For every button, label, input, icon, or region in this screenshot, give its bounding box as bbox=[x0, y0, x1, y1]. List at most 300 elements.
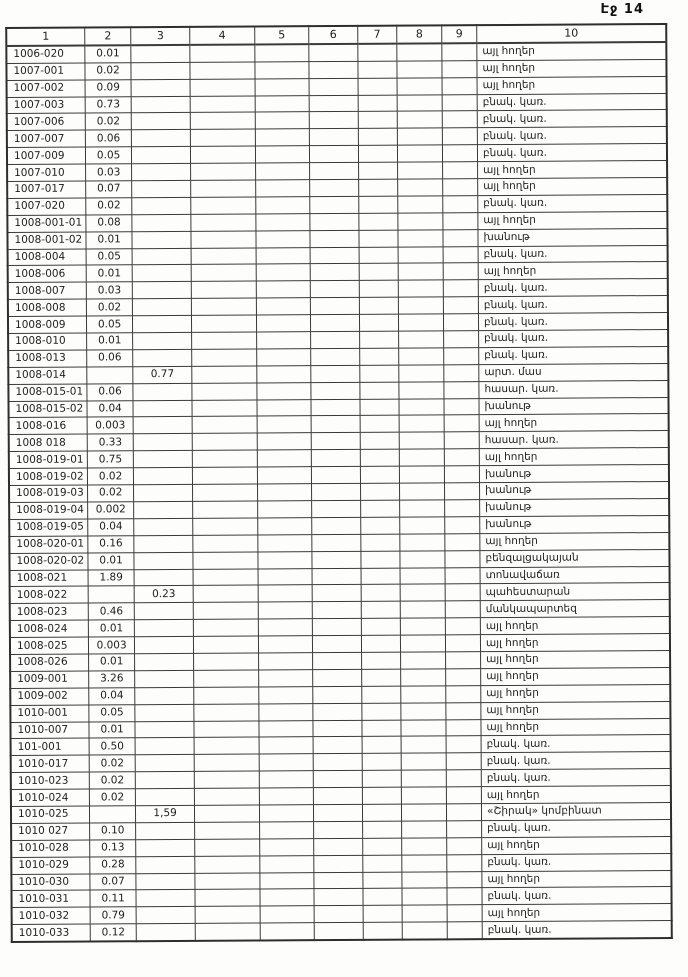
cell-parcel-code: 1009-002 bbox=[10, 688, 89, 705]
cell-empty-col6 bbox=[311, 348, 359, 365]
cell-empty-col8 bbox=[398, 263, 443, 280]
cell-empty-col7 bbox=[360, 500, 400, 517]
cell-parcel-code: 1007-007 bbox=[7, 130, 86, 147]
cell-land-use: այլ հողեր bbox=[479, 414, 669, 432]
cell-empty-col9 bbox=[446, 668, 481, 685]
cell-parcel-code: 1010-001 bbox=[10, 705, 89, 722]
cell-empty-col6 bbox=[311, 281, 359, 298]
cell-empty-col7 bbox=[361, 703, 401, 720]
cell-area-col2: 0.03 bbox=[86, 282, 132, 299]
cell-empty-col6 bbox=[310, 247, 358, 264]
cell-empty-col5 bbox=[255, 129, 310, 146]
cell-land-use: այլ հողեր bbox=[481, 718, 671, 736]
cell-land-use: բնակ. կառ. bbox=[477, 110, 667, 128]
cell-land-use: խանութ bbox=[480, 498, 670, 516]
cell-empty-col7 bbox=[362, 821, 402, 838]
cell-empty-col8 bbox=[397, 94, 442, 111]
cell-empty-col9 bbox=[446, 702, 481, 719]
cell-empty-col8 bbox=[402, 804, 447, 821]
cell-parcel-code: 1010-033 bbox=[12, 924, 91, 942]
cell-empty-col7 bbox=[357, 44, 397, 62]
cell-empty-col5 bbox=[256, 349, 311, 366]
cell-parcel-code: 1007-010 bbox=[7, 164, 86, 181]
cell-area-col3 bbox=[132, 180, 191, 197]
cell-parcel-code: 1007-006 bbox=[7, 113, 86, 130]
cell-area-col2: 3.26 bbox=[89, 671, 135, 688]
cell-empty-col6 bbox=[310, 146, 358, 163]
cell-parcel-code: 1008-019-04 bbox=[9, 502, 88, 519]
cell-empty-col5 bbox=[257, 517, 312, 534]
cell-empty-col6 bbox=[310, 213, 358, 230]
cell-empty-col8 bbox=[399, 297, 444, 314]
cell-empty-col7 bbox=[358, 162, 398, 179]
cell-empty-col5 bbox=[255, 197, 310, 214]
cell-land-use: բնակ. կառ. bbox=[482, 887, 672, 905]
cell-empty-col4 bbox=[192, 349, 257, 366]
cell-empty-col5 bbox=[258, 585, 313, 602]
cell-area-col2: 0.10 bbox=[90, 823, 136, 840]
cell-empty-col7 bbox=[360, 449, 400, 466]
cell-empty-col5 bbox=[255, 213, 310, 230]
cell-empty-col5 bbox=[256, 315, 311, 332]
cell-empty-col7 bbox=[362, 737, 402, 754]
cell-parcel-code: 1007-009 bbox=[7, 147, 86, 164]
cell-area-col2: 0.11 bbox=[90, 890, 136, 907]
cell-area-col2: 0.50 bbox=[89, 738, 135, 755]
column-header: 8 bbox=[397, 25, 442, 43]
cell-empty-col6 bbox=[314, 872, 362, 889]
cell-land-use: արտ. մաս bbox=[479, 363, 669, 381]
cell-area-col3 bbox=[135, 772, 194, 789]
cell-empty-col9 bbox=[442, 77, 477, 94]
cell-empty-col4 bbox=[192, 332, 257, 349]
cell-empty-col4 bbox=[192, 433, 257, 450]
cell-parcel-code: 1006-020 bbox=[6, 45, 85, 63]
cell-parcel-code: 1008-026 bbox=[10, 654, 89, 671]
cell-land-use: խանութ bbox=[479, 465, 669, 483]
cell-area-col3 bbox=[133, 316, 192, 333]
cell-area-col2: 0.28 bbox=[90, 856, 136, 873]
cell-land-use: խանութ bbox=[480, 482, 670, 500]
cell-parcel-code: 1008-019-02 bbox=[9, 468, 88, 485]
cell-empty-col9 bbox=[443, 212, 478, 229]
cell-empty-col9 bbox=[446, 770, 481, 787]
cell-area-col2: 0.01 bbox=[86, 231, 132, 248]
cell-empty-col8 bbox=[398, 246, 443, 263]
cell-area-col2: 0.07 bbox=[86, 181, 132, 198]
cell-area-col3 bbox=[132, 231, 191, 248]
cell-area-col2: 0.02 bbox=[89, 755, 135, 772]
cell-empty-col7 bbox=[362, 804, 402, 821]
cell-empty-col6 bbox=[312, 568, 360, 585]
cell-empty-col6 bbox=[314, 787, 362, 804]
cell-empty-col8 bbox=[401, 736, 446, 753]
cell-empty-col8 bbox=[400, 584, 445, 601]
cell-empty-col8 bbox=[401, 652, 446, 669]
cell-land-use: այլ հողեր bbox=[478, 178, 668, 196]
cell-empty-col9 bbox=[446, 652, 481, 669]
cell-empty-col9 bbox=[445, 500, 480, 517]
cell-empty-col4 bbox=[194, 805, 259, 822]
cell-empty-col5 bbox=[259, 822, 314, 839]
cell-parcel-code: 1010-017 bbox=[11, 755, 90, 772]
cell-parcel-code: 1010-032 bbox=[12, 907, 91, 924]
cell-empty-col5 bbox=[259, 737, 314, 754]
cell-empty-col7 bbox=[359, 264, 399, 281]
cell-land-use: այլ հողեր bbox=[481, 650, 671, 668]
cell-land-use: այլ հողեր bbox=[481, 701, 671, 719]
cell-empty-col6 bbox=[314, 855, 362, 872]
cell-empty-col6 bbox=[310, 112, 358, 129]
cell-empty-col8 bbox=[397, 43, 442, 61]
cell-parcel-code: 101-001 bbox=[11, 738, 90, 755]
cell-area-col3 bbox=[134, 569, 193, 586]
cell-empty-col4 bbox=[191, 231, 256, 248]
cell-area-col3 bbox=[133, 417, 192, 434]
cell-empty-col5 bbox=[258, 636, 313, 653]
cell-area-col3 bbox=[134, 518, 193, 535]
cell-empty-col6 bbox=[312, 500, 360, 517]
cell-empty-col7 bbox=[358, 213, 398, 230]
cell-empty-col7 bbox=[361, 568, 401, 585]
cell-area-col3 bbox=[134, 535, 193, 552]
cell-area-col2: 0.06 bbox=[87, 350, 133, 367]
cell-empty-col9 bbox=[444, 415, 479, 432]
cell-empty-col4 bbox=[193, 619, 258, 636]
cell-land-use: այլ հողեր bbox=[482, 904, 672, 922]
cell-area-col3 bbox=[132, 197, 191, 214]
cell-empty-col8 bbox=[399, 432, 444, 449]
cell-empty-col5 bbox=[258, 686, 313, 703]
cell-area-col3 bbox=[133, 349, 192, 366]
cell-land-use: այլ հողեր bbox=[478, 262, 668, 280]
cell-area-col2: 0.33 bbox=[87, 434, 133, 451]
cell-area-col3 bbox=[135, 738, 194, 755]
column-header: 6 bbox=[309, 26, 357, 44]
cell-area-col3 bbox=[135, 653, 194, 670]
cell-empty-col5 bbox=[258, 653, 313, 670]
cell-empty-col4 bbox=[192, 400, 257, 417]
cell-empty-col8 bbox=[402, 888, 447, 905]
cell-empty-col8 bbox=[398, 230, 443, 247]
cell-empty-col7 bbox=[360, 483, 400, 500]
cell-empty-col6 bbox=[313, 602, 361, 619]
cell-empty-col9 bbox=[442, 145, 477, 162]
cell-parcel-code: 1008-001-01 bbox=[7, 215, 86, 232]
cell-area-col3 bbox=[135, 704, 194, 721]
cell-land-use: բնակ. կառ. bbox=[478, 194, 668, 212]
cell-area-col3 bbox=[132, 282, 191, 299]
cell-empty-col4 bbox=[195, 923, 260, 941]
cell-empty-col5 bbox=[260, 923, 315, 941]
cell-land-use: բնակ. կառ. bbox=[478, 296, 668, 314]
cell-area-col2: 0.01 bbox=[87, 333, 133, 350]
cell-empty-col7 bbox=[359, 230, 399, 247]
cell-parcel-code: 1008-024 bbox=[10, 620, 89, 637]
cell-parcel-code: 1008-023 bbox=[10, 603, 89, 620]
cell-empty-col5 bbox=[256, 298, 311, 315]
cell-empty-col9 bbox=[443, 280, 478, 297]
cell-area-col3 bbox=[133, 434, 192, 451]
cell-empty-col4 bbox=[191, 315, 256, 332]
cell-empty-col5 bbox=[255, 146, 310, 163]
cell-empty-col6 bbox=[309, 61, 357, 78]
cell-land-use: բնակ. կառ. bbox=[478, 313, 668, 331]
cell-parcel-code: 1008-020-02 bbox=[9, 553, 88, 570]
cell-area-col2: 0.003 bbox=[88, 637, 134, 654]
column-header: 2 bbox=[85, 27, 131, 45]
cell-area-col2: 0.79 bbox=[90, 907, 136, 924]
cell-empty-col5 bbox=[257, 467, 312, 484]
cell-empty-col8 bbox=[400, 534, 445, 551]
cell-area-col3 bbox=[136, 890, 195, 907]
cell-empty-col4 bbox=[190, 146, 255, 163]
cell-empty-col4 bbox=[193, 636, 258, 653]
cell-empty-col9 bbox=[442, 94, 477, 111]
cell-empty-col4 bbox=[194, 670, 259, 687]
cell-empty-col7 bbox=[358, 95, 398, 112]
cell-empty-col9 bbox=[442, 60, 477, 77]
cell-empty-col7 bbox=[362, 787, 402, 804]
cell-empty-col8 bbox=[398, 196, 443, 213]
cell-empty-col8 bbox=[398, 162, 443, 179]
cell-area-col2: 0.08 bbox=[86, 215, 132, 232]
cell-empty-col9 bbox=[444, 348, 479, 365]
cell-empty-col9 bbox=[447, 837, 482, 854]
cell-parcel-code: 1010-029 bbox=[11, 857, 90, 874]
cell-empty-col9 bbox=[443, 246, 478, 263]
cell-empty-col6 bbox=[311, 382, 359, 399]
cell-empty-col4 bbox=[191, 298, 256, 315]
cell-empty-col8 bbox=[401, 669, 446, 686]
cell-empty-col9 bbox=[443, 196, 478, 213]
cell-empty-col5 bbox=[258, 670, 313, 687]
cell-parcel-code: 1008-007 bbox=[8, 282, 87, 299]
cell-land-use: բնակ. կառ. bbox=[481, 752, 671, 770]
cell-area-col2: 0.13 bbox=[90, 839, 136, 856]
cell-empty-col5 bbox=[258, 602, 313, 619]
cell-empty-col6 bbox=[314, 838, 362, 855]
cell-empty-col8 bbox=[400, 618, 445, 635]
cell-empty-col8 bbox=[402, 922, 447, 940]
cell-empty-col9 bbox=[444, 331, 479, 348]
cell-area-col2: 0.01 bbox=[86, 265, 132, 282]
cell-area-col3 bbox=[133, 400, 192, 417]
cell-empty-col9 bbox=[443, 263, 478, 280]
cell-area-col3 bbox=[134, 451, 193, 468]
cell-area-col3 bbox=[136, 907, 195, 924]
cell-area-col3 bbox=[132, 265, 191, 282]
cell-area-col2: 0.46 bbox=[88, 603, 134, 620]
cell-empty-col7 bbox=[357, 61, 397, 78]
cell-empty-col4 bbox=[194, 737, 259, 754]
cell-area-col3 bbox=[134, 484, 193, 501]
cell-parcel-code: 1010-025 bbox=[11, 806, 90, 823]
cell-empty-col9 bbox=[446, 736, 481, 753]
cell-empty-col6 bbox=[310, 163, 358, 180]
cell-empty-col4 bbox=[195, 839, 260, 856]
cell-empty-col7 bbox=[361, 618, 401, 635]
cell-area-col2: 0.002 bbox=[88, 502, 134, 519]
cell-empty-col4 bbox=[191, 264, 256, 281]
cell-empty-col8 bbox=[399, 382, 444, 399]
cell-empty-col7 bbox=[358, 78, 398, 95]
cell-area-col3 bbox=[135, 755, 194, 772]
cell-empty-col9 bbox=[445, 601, 480, 618]
cell-empty-col8 bbox=[397, 61, 442, 78]
cell-area-col2: 0.05 bbox=[85, 147, 131, 164]
cell-land-use: խանութ bbox=[479, 397, 669, 415]
cell-parcel-code: 1008-006 bbox=[8, 266, 87, 283]
cell-area-col2: 0.02 bbox=[85, 63, 131, 80]
column-header: 4 bbox=[190, 27, 255, 45]
cell-parcel-code: 1010-030 bbox=[11, 874, 90, 891]
column-header: 1 bbox=[6, 28, 85, 46]
cell-area-col2 bbox=[89, 806, 135, 823]
cell-empty-col4 bbox=[190, 112, 255, 129]
cell-parcel-code: 1009-001 bbox=[10, 671, 89, 688]
cell-land-use: այլ հողեր bbox=[481, 786, 671, 804]
cell-empty-col6 bbox=[311, 365, 359, 382]
cell-empty-col9 bbox=[444, 364, 479, 381]
cell-parcel-code: 1007-020 bbox=[7, 198, 86, 215]
cell-area-col2: 0.04 bbox=[88, 519, 134, 536]
cell-empty-col8 bbox=[401, 686, 446, 703]
cell-land-use: հասար. կառ. bbox=[479, 380, 669, 398]
cell-area-col3 bbox=[134, 468, 193, 485]
cell-area-col2: 0.01 bbox=[88, 552, 134, 569]
cell-empty-col5 bbox=[255, 180, 310, 197]
cell-empty-col9 bbox=[447, 854, 482, 871]
cell-empty-col9 bbox=[444, 466, 479, 483]
cell-empty-col7 bbox=[361, 686, 401, 703]
cell-parcel-code: 1008-014 bbox=[8, 367, 87, 384]
cell-empty-col9 bbox=[445, 618, 480, 635]
cell-empty-col6 bbox=[313, 652, 361, 669]
cell-parcel-code: 1008-010 bbox=[8, 333, 87, 350]
cell-land-use: բնակ. կառ. bbox=[482, 921, 672, 940]
cell-empty-col9 bbox=[446, 719, 481, 736]
cell-empty-col7 bbox=[361, 652, 401, 669]
cell-land-use: «Շիրակ» կոմբինատ bbox=[481, 802, 671, 820]
cell-area-col2: 0.05 bbox=[89, 704, 135, 721]
cell-area-col2: 0.73 bbox=[85, 96, 131, 113]
cell-empty-col4 bbox=[193, 552, 258, 569]
cell-empty-col6 bbox=[314, 754, 362, 771]
cell-empty-col8 bbox=[397, 111, 442, 128]
cell-empty-col5 bbox=[255, 112, 310, 129]
cell-empty-col4 bbox=[191, 180, 256, 197]
cell-empty-col7 bbox=[360, 517, 400, 534]
cell-empty-col6 bbox=[313, 737, 361, 754]
cell-land-use: այլ հողեր bbox=[482, 836, 672, 854]
cell-area-col2 bbox=[87, 367, 133, 384]
cell-empty-col7 bbox=[359, 247, 399, 264]
cell-land-use: խանութ bbox=[478, 228, 668, 246]
cell-area-col3 bbox=[134, 552, 193, 569]
cell-area-col2: 0.02 bbox=[89, 789, 135, 806]
cell-parcel-code: 1010-007 bbox=[10, 722, 89, 739]
cadastral-table bbox=[5, 23, 673, 943]
cell-empty-col6 bbox=[314, 821, 362, 838]
cell-empty-col7 bbox=[363, 922, 403, 940]
cell-land-use: այլ հողեր bbox=[477, 42, 667, 61]
cell-empty-col8 bbox=[401, 635, 446, 652]
cell-empty-col8 bbox=[399, 314, 444, 331]
cell-area-col3 bbox=[131, 45, 190, 63]
cell-empty-col4 bbox=[190, 129, 255, 146]
cell-empty-col6 bbox=[310, 95, 358, 112]
cell-area-col2: 0.02 bbox=[86, 299, 132, 316]
cell-empty-col7 bbox=[358, 145, 398, 162]
cell-empty-col9 bbox=[444, 449, 479, 466]
cell-empty-col6 bbox=[312, 467, 360, 484]
cell-empty-col8 bbox=[402, 871, 447, 888]
cell-land-use: բնակ. կառ. bbox=[481, 735, 671, 753]
cell-empty-col5 bbox=[258, 703, 313, 720]
cell-empty-col9 bbox=[443, 179, 478, 196]
cell-empty-col4 bbox=[195, 889, 260, 906]
cell-area-col3 bbox=[136, 839, 195, 856]
column-header: 5 bbox=[254, 26, 309, 44]
cell-empty-col5 bbox=[259, 855, 314, 872]
cell-empty-col5 bbox=[259, 788, 314, 805]
cell-empty-col9 bbox=[444, 432, 479, 449]
cell-area-col3 bbox=[136, 856, 195, 873]
cell-parcel-code: 1007-001 bbox=[6, 63, 85, 80]
cell-parcel-code: 1008-022 bbox=[10, 586, 89, 603]
cell-empty-col7 bbox=[358, 112, 398, 129]
cell-empty-col7 bbox=[359, 314, 399, 331]
cell-empty-col7 bbox=[363, 905, 403, 922]
cell-parcel-code: 1010-024 bbox=[11, 789, 90, 806]
cell-area-col2: 0.75 bbox=[87, 451, 133, 468]
cell-empty-col8 bbox=[399, 348, 444, 365]
cell-empty-col7 bbox=[361, 635, 401, 652]
cell-area-col3 bbox=[131, 62, 190, 79]
cell-area-col3 bbox=[131, 96, 190, 113]
cell-area-col3: 0.23 bbox=[134, 586, 193, 603]
cell-land-use: այլ հողեր bbox=[482, 870, 672, 888]
cell-empty-col6 bbox=[313, 720, 361, 737]
cell-empty-col5 bbox=[257, 416, 312, 433]
cell-empty-col6 bbox=[314, 889, 362, 906]
cell-empty-col6 bbox=[312, 450, 360, 467]
cell-land-use: այլ հողեր bbox=[478, 211, 668, 229]
cell-empty-col9 bbox=[443, 229, 478, 246]
column-header: 3 bbox=[131, 27, 190, 45]
cell-empty-col9 bbox=[446, 787, 481, 804]
cell-area-col3 bbox=[133, 383, 192, 400]
cell-empty-col7 bbox=[359, 365, 399, 382]
cell-area-col3 bbox=[132, 214, 191, 231]
cell-empty-col4 bbox=[195, 822, 260, 839]
cell-empty-col4 bbox=[191, 281, 256, 298]
cell-empty-col7 bbox=[360, 433, 400, 450]
cell-empty-col7 bbox=[360, 534, 400, 551]
cell-empty-col8 bbox=[399, 449, 444, 466]
cell-empty-col4 bbox=[191, 214, 256, 231]
cell-land-use: բնակ. կառ. bbox=[482, 853, 672, 871]
cell-empty-col6 bbox=[313, 619, 361, 636]
cell-area-col3 bbox=[136, 822, 195, 839]
cell-empty-col7 bbox=[362, 753, 402, 770]
cell-empty-col7 bbox=[360, 466, 400, 483]
cell-empty-col5 bbox=[258, 551, 313, 568]
cell-empty-col9 bbox=[445, 584, 480, 601]
cell-area-col2: 0.02 bbox=[88, 485, 134, 502]
cell-empty-col5 bbox=[256, 332, 311, 349]
